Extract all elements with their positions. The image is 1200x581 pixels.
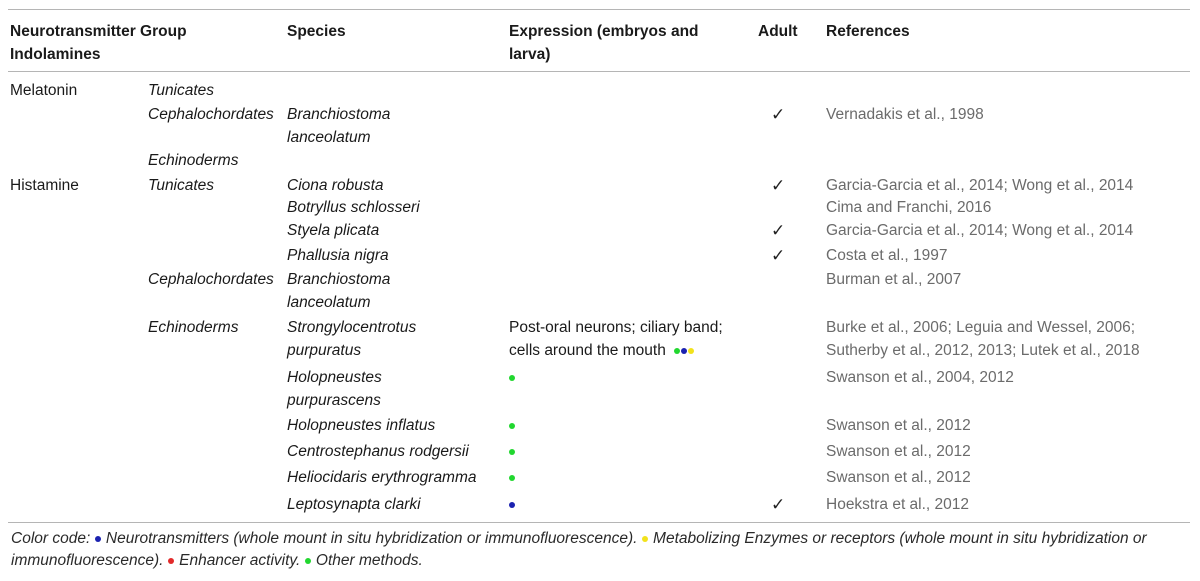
species-holopneustes-purpurascens: Holopneustes purpurascens <box>287 369 382 409</box>
lepto-adult-check: ✓ <box>771 495 786 514</box>
phallusia-ref: Costa et al., 1997 <box>826 247 948 264</box>
header-adult: Adult <box>758 23 798 40</box>
styela-ref: Garcia-Garcia et al., 2014; Wong et al., 2014 <box>826 222 1134 239</box>
helio-expression <box>509 466 516 489</box>
lepto-ref: Hoekstra et al., 2012 <box>826 496 970 513</box>
melatonin-tunicates: Tunicates <box>148 82 215 99</box>
melatonin-cephalochordates: Cephalochordates <box>148 106 274 123</box>
melatonin-ceph-species: Branchiostoma lanceolatum <box>287 106 391 146</box>
species-styela: Styela plicata <box>287 222 380 239</box>
header-rule <box>8 71 1190 72</box>
green-dot-marker <box>509 423 515 429</box>
melatonin-echinoderms: Echinoderms <box>148 152 239 169</box>
holo-infl-ref: Swanson et al., 2012 <box>826 417 971 434</box>
red-dot-legend <box>168 558 174 564</box>
header-expression: Expression (embryos and larva) <box>509 23 699 63</box>
histamine-label: Histamine <box>10 177 79 194</box>
species-ciona: Ciona robusta <box>287 177 384 194</box>
melatonin-ceph-adult-check: ✓ <box>771 105 786 124</box>
species-strongylocentrotus: Strongylocentrotus purpuratus <box>287 319 417 359</box>
header-neurotransmitter-group: Neurotransmitter Group Indolamines <box>10 23 187 63</box>
centro-ref: Swanson et al., 2012 <box>826 443 971 460</box>
green-dot-marker <box>509 475 515 481</box>
holo-infl-expression <box>509 414 516 437</box>
species-heliocidaris: Heliocidaris erythrogramma <box>287 469 477 486</box>
melatonin-label: Melatonin <box>10 82 78 99</box>
bottom-rule <box>8 522 1190 523</box>
helio-ref: Swanson et al., 2012 <box>826 469 971 486</box>
holo-purp-ref: Swanson et al., 2004, 2012 <box>826 369 1014 386</box>
phallusia-adult-check: ✓ <box>771 246 786 265</box>
blue-dot-marker <box>681 348 687 354</box>
green-dot-marker <box>509 449 515 455</box>
strongylocentrotus-ref: Burke et al., 2006; Leguia and Wessel, 2006; Sutherby et al., 2012, 2013; Lutek et al., 2018 <box>826 319 1140 359</box>
header-species: Species <box>287 23 346 40</box>
strongylocentrotus-expression: Post-oral neurons; ciliary band; cells around the mouth <box>509 319 723 359</box>
color-code-caption: Color code: Neurotransmitters (whole mount in situ hybridization or immunofluorescence). Metabolizing Enzymes or receptors (whole mount in situ hybridization or immunofluorescence). Enhancer activity. Other methods. <box>11 530 1147 569</box>
blue-dot-marker <box>509 502 515 508</box>
histamine-echinoderms: Echinoderms <box>148 319 239 336</box>
histamine-cephalochordates: Cephalochordates <box>148 271 274 288</box>
histamine-tunicates: Tunicates <box>148 177 215 194</box>
species-holopneustes-inflatus: Holopneustes inflatus <box>287 417 436 434</box>
ciona-adult-check: ✓ <box>771 176 786 195</box>
species-centrostephanus: Centrostephanus rodgersii <box>287 443 469 460</box>
botryllus-ref: Cima and Franchi, 2016 <box>826 199 992 216</box>
centro-expression <box>509 440 516 463</box>
yellow-dot-legend <box>642 536 648 542</box>
ciona-ref: Garcia-Garcia et al., 2014; Wong et al., 2014 <box>826 177 1134 194</box>
species-botryllus: Botryllus schlosseri <box>287 199 420 216</box>
lepto-expression <box>509 493 516 516</box>
holo-purp-expression <box>509 366 516 389</box>
species-leptosynapta: Leptosynapta clarki <box>287 496 421 513</box>
melatonin-ceph-ref: Vernadakis et al., 1998 <box>826 106 984 123</box>
yellow-dot-marker <box>688 348 694 354</box>
header-references: References <box>826 23 910 40</box>
species-phallusia: Phallusia nigra <box>287 247 389 264</box>
histamine-ceph-ref: Burman et al., 2007 <box>826 271 962 288</box>
histamine-ceph-species: Branchiostoma lanceolatum <box>287 271 391 311</box>
green-dot-marker <box>509 375 515 381</box>
blue-dot-legend <box>95 536 101 542</box>
green-dot-marker <box>674 348 680 354</box>
top-rule <box>8 9 1190 10</box>
styela-adult-check: ✓ <box>771 221 786 240</box>
green-dot-legend <box>305 558 311 564</box>
